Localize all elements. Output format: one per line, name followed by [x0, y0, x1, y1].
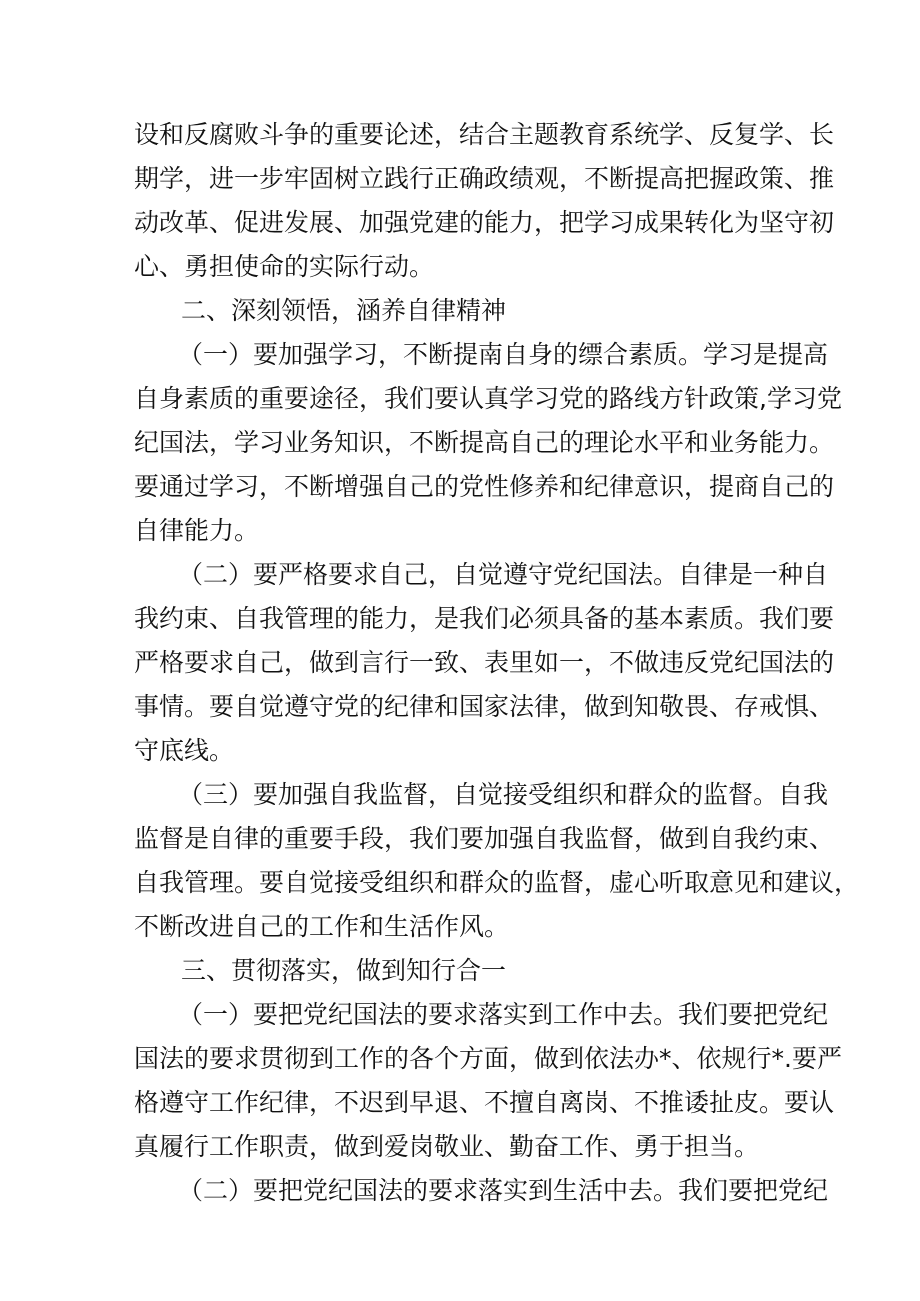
paragraph-start: （一）要加强学习，不断提南自身的缥合素质。学习是提高: [178, 340, 829, 369]
text-line: 心、勇担使命的实际行动。: [134, 252, 435, 281]
text-line: 真履行工作职责，做到爱岗敬业、勤奋工作、勇于担当。: [134, 1132, 760, 1161]
section-heading: 三、贯彻落实，做到知行合一: [181, 956, 507, 985]
paragraph-start: （一）要把党纪国法的要求落实到工作中去。我们要把党纪: [178, 1000, 829, 1029]
text-line: 要通过学习，不断增强自己的党性修养和纪律意识，提商自己的: [134, 472, 835, 501]
text-line: 国法的要求贯彻到工作的各个方面，做到依法办*、依规行*.要严: [134, 1044, 842, 1073]
text-line: 严格要求自己，做到言行一致、表里如一，不做违反党纪国法的: [134, 648, 835, 677]
text-line: 自律能力。: [134, 516, 260, 545]
text-line: 我约束、自我管理的能力，是我们必须具备的基本素质。我们要: [134, 604, 835, 633]
paragraph-start: （三）要加强自我监督，自觉接受组织和群众的监督。自我: [178, 780, 829, 809]
text-line: 期学，进一步牢固树立践行正确政绩观，不断提高把握政策、推: [134, 164, 835, 193]
text-line: 纪国法，学习业务知识，不断提高自己的理论水平和业务能力。: [134, 428, 835, 457]
text-line: 自我管理。要自觉接受组织和群众的监督，虚心听取意见和建议，: [134, 868, 860, 897]
text-line: 自身素质的重要途径，我们要认真学习党的路线方针政策,学习党: [134, 384, 842, 413]
text-line: 监督是自律的重要手段，我们要加强自我监督，做到自我约束、: [134, 824, 835, 853]
text-line: 不断改进自己的工作和生活作风。: [134, 912, 510, 941]
text-line: 守底线。: [134, 736, 235, 765]
text-line: 动改革、促进发展、加强党建的能力，把学习成果转化为坚守初: [134, 208, 835, 237]
text-line: 设和反腐败斗争的重要论述，结合主题教育系统学、反复学、长: [134, 120, 835, 149]
text-line: 事情。要自觉遵守党的纪律和国家法律，做到知敬畏、存戒惧、: [134, 692, 835, 721]
text-line: 格遵守工作纪律，不迟到早退、不擅自离岗、不推诿扯皮。要认: [134, 1088, 835, 1117]
paragraph-start: （二）要严格要求自己，自觉遵守党纪国法。自律是一种自: [178, 560, 829, 589]
section-heading: 二、深刻领悟，涵养自律精神: [181, 296, 507, 325]
paragraph-start: （二）要把党纪国法的要求落实到生活中去。我们要把党纪: [178, 1176, 829, 1205]
